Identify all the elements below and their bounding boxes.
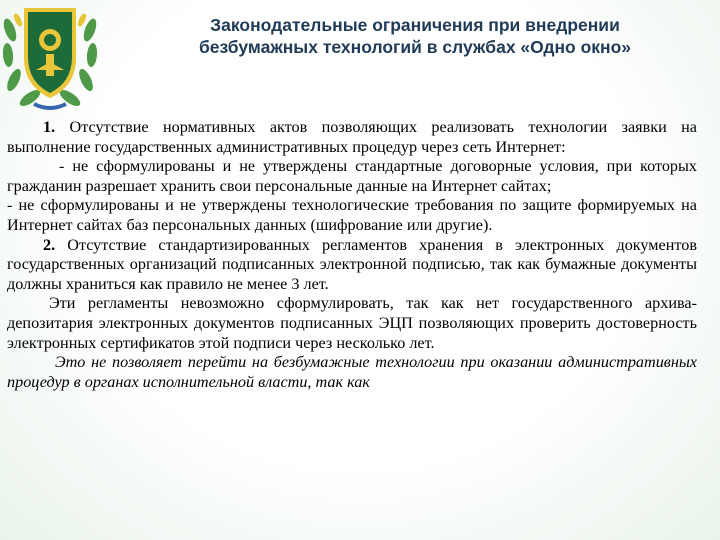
paragraph-1-number: 1. — [43, 118, 56, 136]
paragraph-4-text: Отсутствие стандартизированных регламентов хранения в электронных документов государственных организаций подписанных электронной подписью, так как бумажные документы должны храниться как правило не менее 3 лет. — [7, 235, 697, 293]
paragraph-2 — [7, 157, 697, 196]
paragraph-2-text: - не сформулированы и не утверждены стандартные договорные условия, при которых гражданин разрешает хранить свои персональные данные на Интернет сайтах; — [7, 157, 697, 195]
paragraph-5-text: Эти регламенты невозможно сформулировать, так как нет государственного архива-депозитария электронных документов подписанных ЭЦП позволяющих проверить достоверность электронных сертификатов этой подписи через несколько лет. — [7, 294, 697, 352]
paragraph-4 — [7, 236, 697, 295]
page-title — [120, 14, 710, 58]
paragraph-1-text: Отсутствие нормативных актов позволяющих реализовать технологии заявки на выполнение государственных административных процедур через сеть Интернет: — [7, 118, 697, 156]
document-body — [7, 118, 697, 392]
coat-of-arms-icon — [0, 0, 100, 112]
paragraph-3 — [7, 196, 697, 235]
paragraph-1 — [7, 118, 697, 157]
title-line-2: безбумажных технологий в службах «Одно окно» — [198, 37, 632, 57]
paragraph-3-text: - не сформулированы и не утверждены технологические требования по защите формируемых на Интернет сайтах баз персональных данных (шифрование или другие). — [7, 196, 697, 234]
paragraph-5 — [7, 294, 697, 353]
paragraph-6-text: Это не позволяет перейти на безбумажные технологии при оказании административных процедур в органах исполнительной власти, так как — [7, 353, 697, 391]
paragraph-6 — [7, 353, 697, 392]
title-line-1: Законодательные ограничения при внедрении — [210, 15, 620, 35]
paragraph-4-number: 2. — [43, 235, 56, 254]
